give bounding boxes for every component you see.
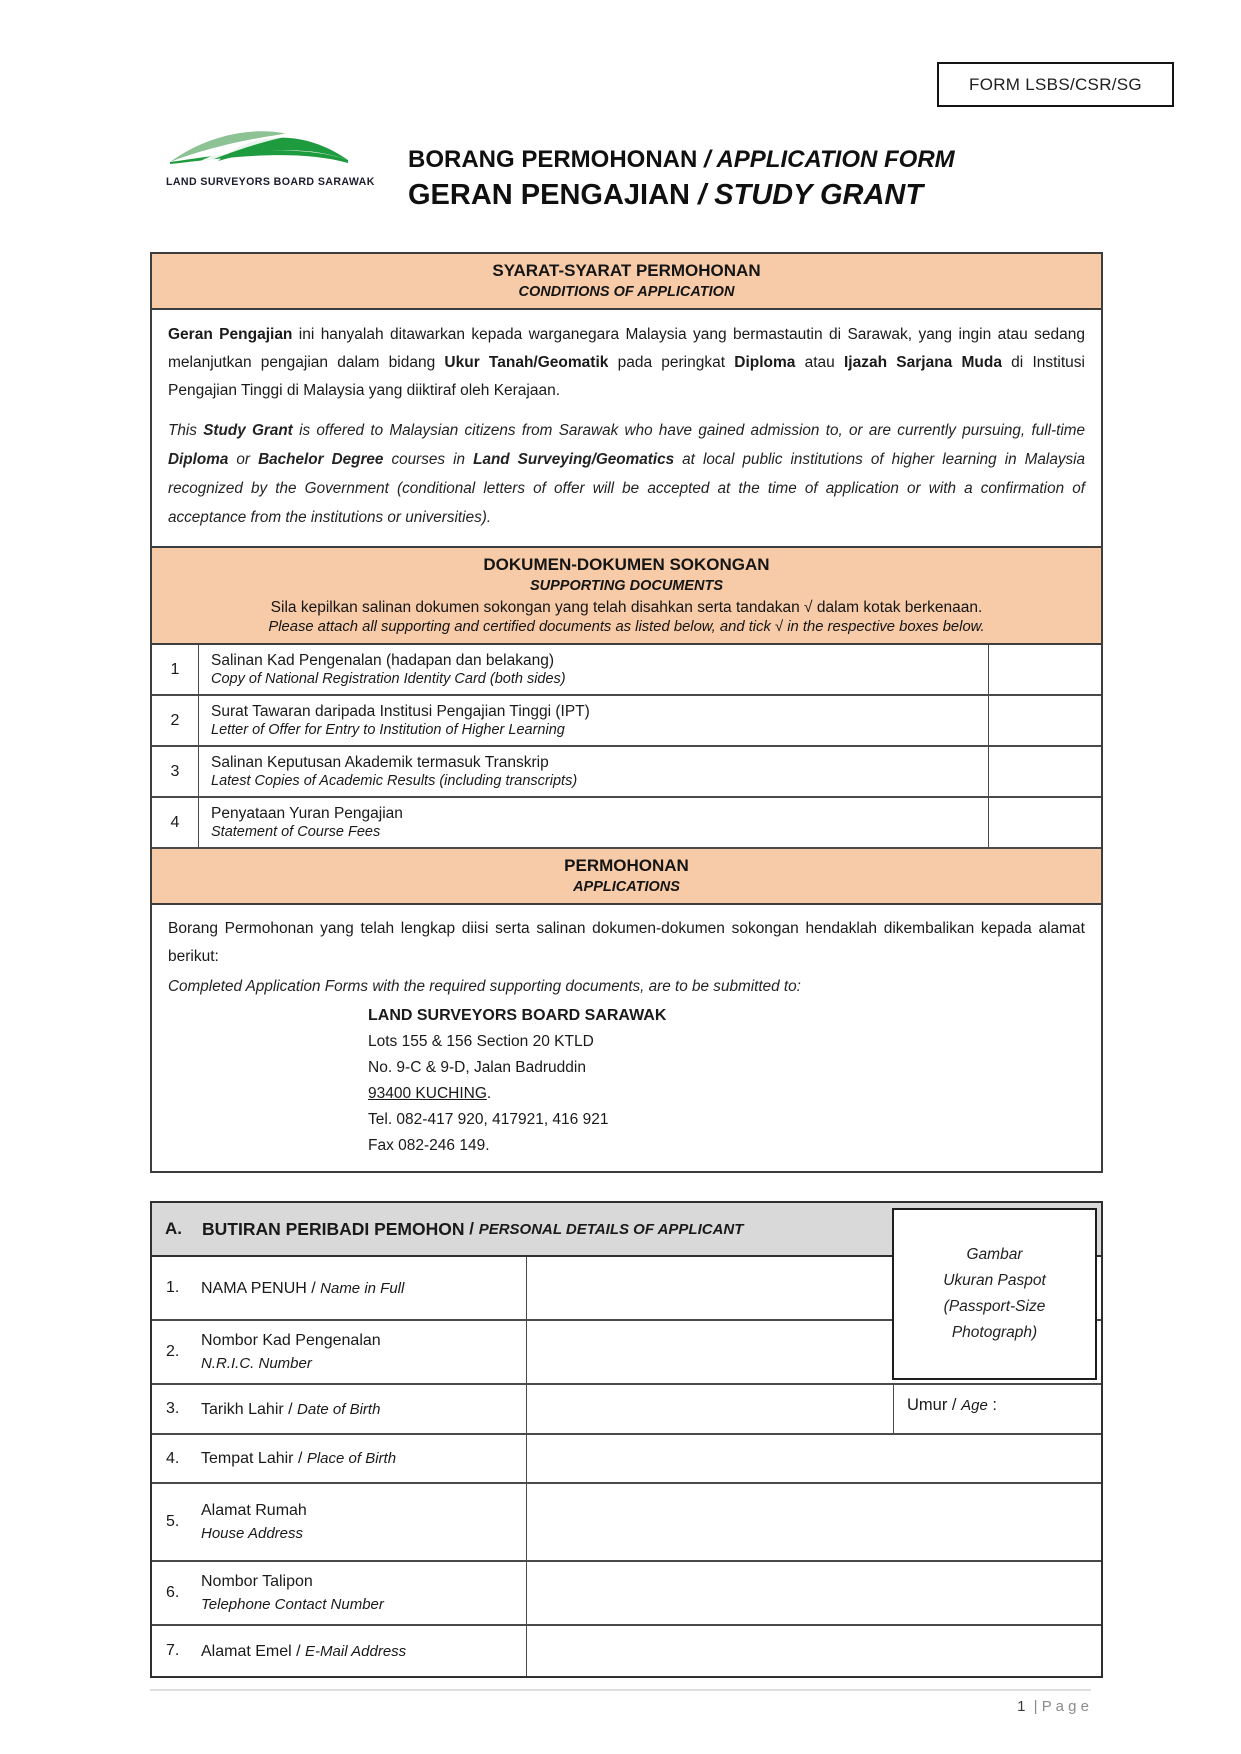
field-value-house-address[interactable]: [527, 1484, 1101, 1560]
supporting-documents-header-my: DOKUMEN-DOKUMEN SOKONGAN: [483, 555, 770, 574]
address-line-2: No. 9-C & 9-D, Jalan Badruddin: [368, 1059, 586, 1076]
field-label-telephone: 6. Nombor Talipon Telephone Contact Number: [152, 1562, 527, 1624]
personal-details-table: [150, 1201, 1103, 1678]
passport-photo-box[interactable]: Gambar Ukuran Paspot (Passport-Size Photograph): [892, 1208, 1097, 1380]
submission-address: [368, 1003, 1085, 1159]
field-label-date-of-birth: 3. Tarikh Lahir / Date of Birth: [152, 1385, 527, 1433]
conditions-header-en: CONDITIONS OF APPLICATION: [518, 284, 735, 300]
field-label-name: 1. NAMA PENUH / Name in Full: [152, 1257, 527, 1319]
conditions-paragraph-en: This Study Grant is offered to Malaysian citizens from Sarawak who have gained admission to, or are currently pursuing, full-time Diploma or Bachelor Degree courses in Land Surveying/Geomatics at local public institutions of higher learning in Malaysia recognized by the Government (conditional letters of offer will be accepted at the time of application or with a confirmation of acceptance from the institutions or universities).: [168, 422, 1086, 526]
lsbs-logo: [166, 124, 375, 188]
info-table: [150, 252, 1103, 1173]
applications-body: [152, 905, 1101, 1171]
field-row-place-of-birth: [152, 1435, 1101, 1484]
applications-paragraph-en: Completed Application Forms with the required supporting documents, are to be submitted to:: [168, 978, 801, 995]
supporting-documents-header-en: SUPPORTING DOCUMENTS: [529, 578, 724, 594]
document-row-1-description: Salinan Kad Pengenalan (hadapan dan belakang) Copy of National Registration Identity Card (both sides): [199, 645, 989, 694]
supporting-documents-header: [152, 548, 1101, 645]
document-row-4: [152, 798, 1101, 849]
document-row-3-number: 3: [152, 747, 199, 796]
applications-header: [152, 849, 1101, 905]
form-code-box: [937, 62, 1174, 107]
page-footer: [150, 1689, 1091, 1715]
tick-box-1[interactable]: [989, 645, 1101, 694]
document-row-2-description: Surat Tawaran daripada Institusi Pengajian Tinggi (IPT) Letter of Offer for Entry to Institution of Higher Learning: [199, 696, 989, 745]
page-number: 1 | P a g e: [1017, 1698, 1089, 1715]
field-value-date-of-birth[interactable]: [527, 1385, 893, 1433]
field-value-email[interactable]: [527, 1626, 1101, 1676]
document-title: [408, 146, 955, 212]
address-line-1: Lots 155 & 156 Section 20 KTLD: [368, 1033, 594, 1050]
document-row-4-number: 4: [152, 798, 199, 847]
document-row-3-description: Salinan Keputusan Akademik termasuk Transkrip Latest Copies of Academic Results (including transcripts): [199, 747, 989, 796]
conditions-header: [152, 254, 1101, 310]
lsbs-logo-icon: [166, 124, 362, 174]
conditions-body: [152, 310, 1101, 548]
document-row-2-number: 2: [152, 696, 199, 745]
conditions-header-my: SYARAT-SYARAT PERMOHONAN: [492, 261, 761, 280]
field-label-place-of-birth: 4. Tempat Lahir / Place of Birth: [152, 1435, 527, 1482]
document-row-2: [152, 696, 1101, 747]
age-cell[interactable]: Umur / Age :: [893, 1385, 1101, 1433]
address-tel: Tel. 082-417 920, 417921, 416 921: [368, 1111, 609, 1128]
field-row-house-address: [152, 1484, 1101, 1562]
lsbs-logo-caption: LAND SURVEYORS BOARD SARAWAK: [166, 176, 375, 188]
tick-box-2[interactable]: [989, 696, 1101, 745]
title-line-2: GERAN PENGAJIAN / STUDY GRANT: [408, 179, 924, 211]
field-label-house-address: 5. Alamat Rumah House Address: [152, 1484, 527, 1560]
document-row-1-number: 1: [152, 645, 199, 694]
supporting-documents-note-en: Please attach all supporting and certified documents as listed below, and tick √ in the respective boxes below.: [268, 619, 985, 635]
field-row-date-of-birth: [152, 1385, 1101, 1435]
field-row-telephone: [152, 1562, 1101, 1626]
address-name: LAND SURVEYORS BOARD SARAWAK: [368, 1007, 667, 1024]
title-line-1: BORANG PERMOHONAN / APPLICATION FORM: [408, 146, 955, 173]
supporting-documents-note-my: Sila kepilkan salinan dokumen sokongan yang telah disahkan serta tandakan √ dalam kotak berkenaan.: [270, 599, 983, 616]
conditions-paragraph-my: Geran Pengajian ini hanyalah ditawarkan kepada warganegara Malaysia yang bermastautin di Sarawak, yang ingin atau sedang melanjutkan pengajian dalam bidang Ukur Tanah/Geomatik pada peringkat Diploma atau Ijazah Sarjana Muda di Institusi Pengajian Tinggi di Malaysia yang diiktiraf oleh Kerajaan.: [168, 326, 1085, 399]
applications-header-my: PERMOHONAN: [564, 856, 689, 875]
form-content: [150, 252, 1103, 1678]
field-label-email: 7. Alamat Emel / E-Mail Address: [152, 1626, 527, 1676]
field-value-place-of-birth[interactable]: [527, 1435, 1101, 1482]
applications-header-en: APPLICATIONS: [573, 879, 680, 895]
address-line-3: 93400 KUCHING.: [368, 1085, 492, 1102]
field-label-nric: 2. Nombor Kad Pengenalan N.R.I.C. Number: [152, 1321, 527, 1383]
section-a-letter: A.: [165, 1219, 182, 1238]
address-fax: Fax 082-246 149.: [368, 1137, 490, 1154]
field-row-email: [152, 1626, 1101, 1676]
tick-box-4[interactable]: [989, 798, 1101, 847]
tick-box-3[interactable]: [989, 747, 1101, 796]
document-row-3: [152, 747, 1101, 798]
form-code-text: FORM LSBS/CSR/SG: [969, 74, 1142, 94]
document-row-1: [152, 645, 1101, 696]
document-row-4-description: Penyataan Yuran Pengajian Statement of Course Fees: [199, 798, 989, 847]
section-a-header: A. BUTIRAN PERIBADI PEMOHON / PERSONAL DETAILS OF APPLICANT: [152, 1203, 1101, 1257]
field-value-telephone[interactable]: [527, 1562, 1101, 1624]
applications-paragraph-my: Borang Permohonan yang telah lengkap diisi serta salinan dokumen-dokumen sokongan hendaklah dikembalikan kepada alamat berikut:: [168, 920, 1085, 965]
